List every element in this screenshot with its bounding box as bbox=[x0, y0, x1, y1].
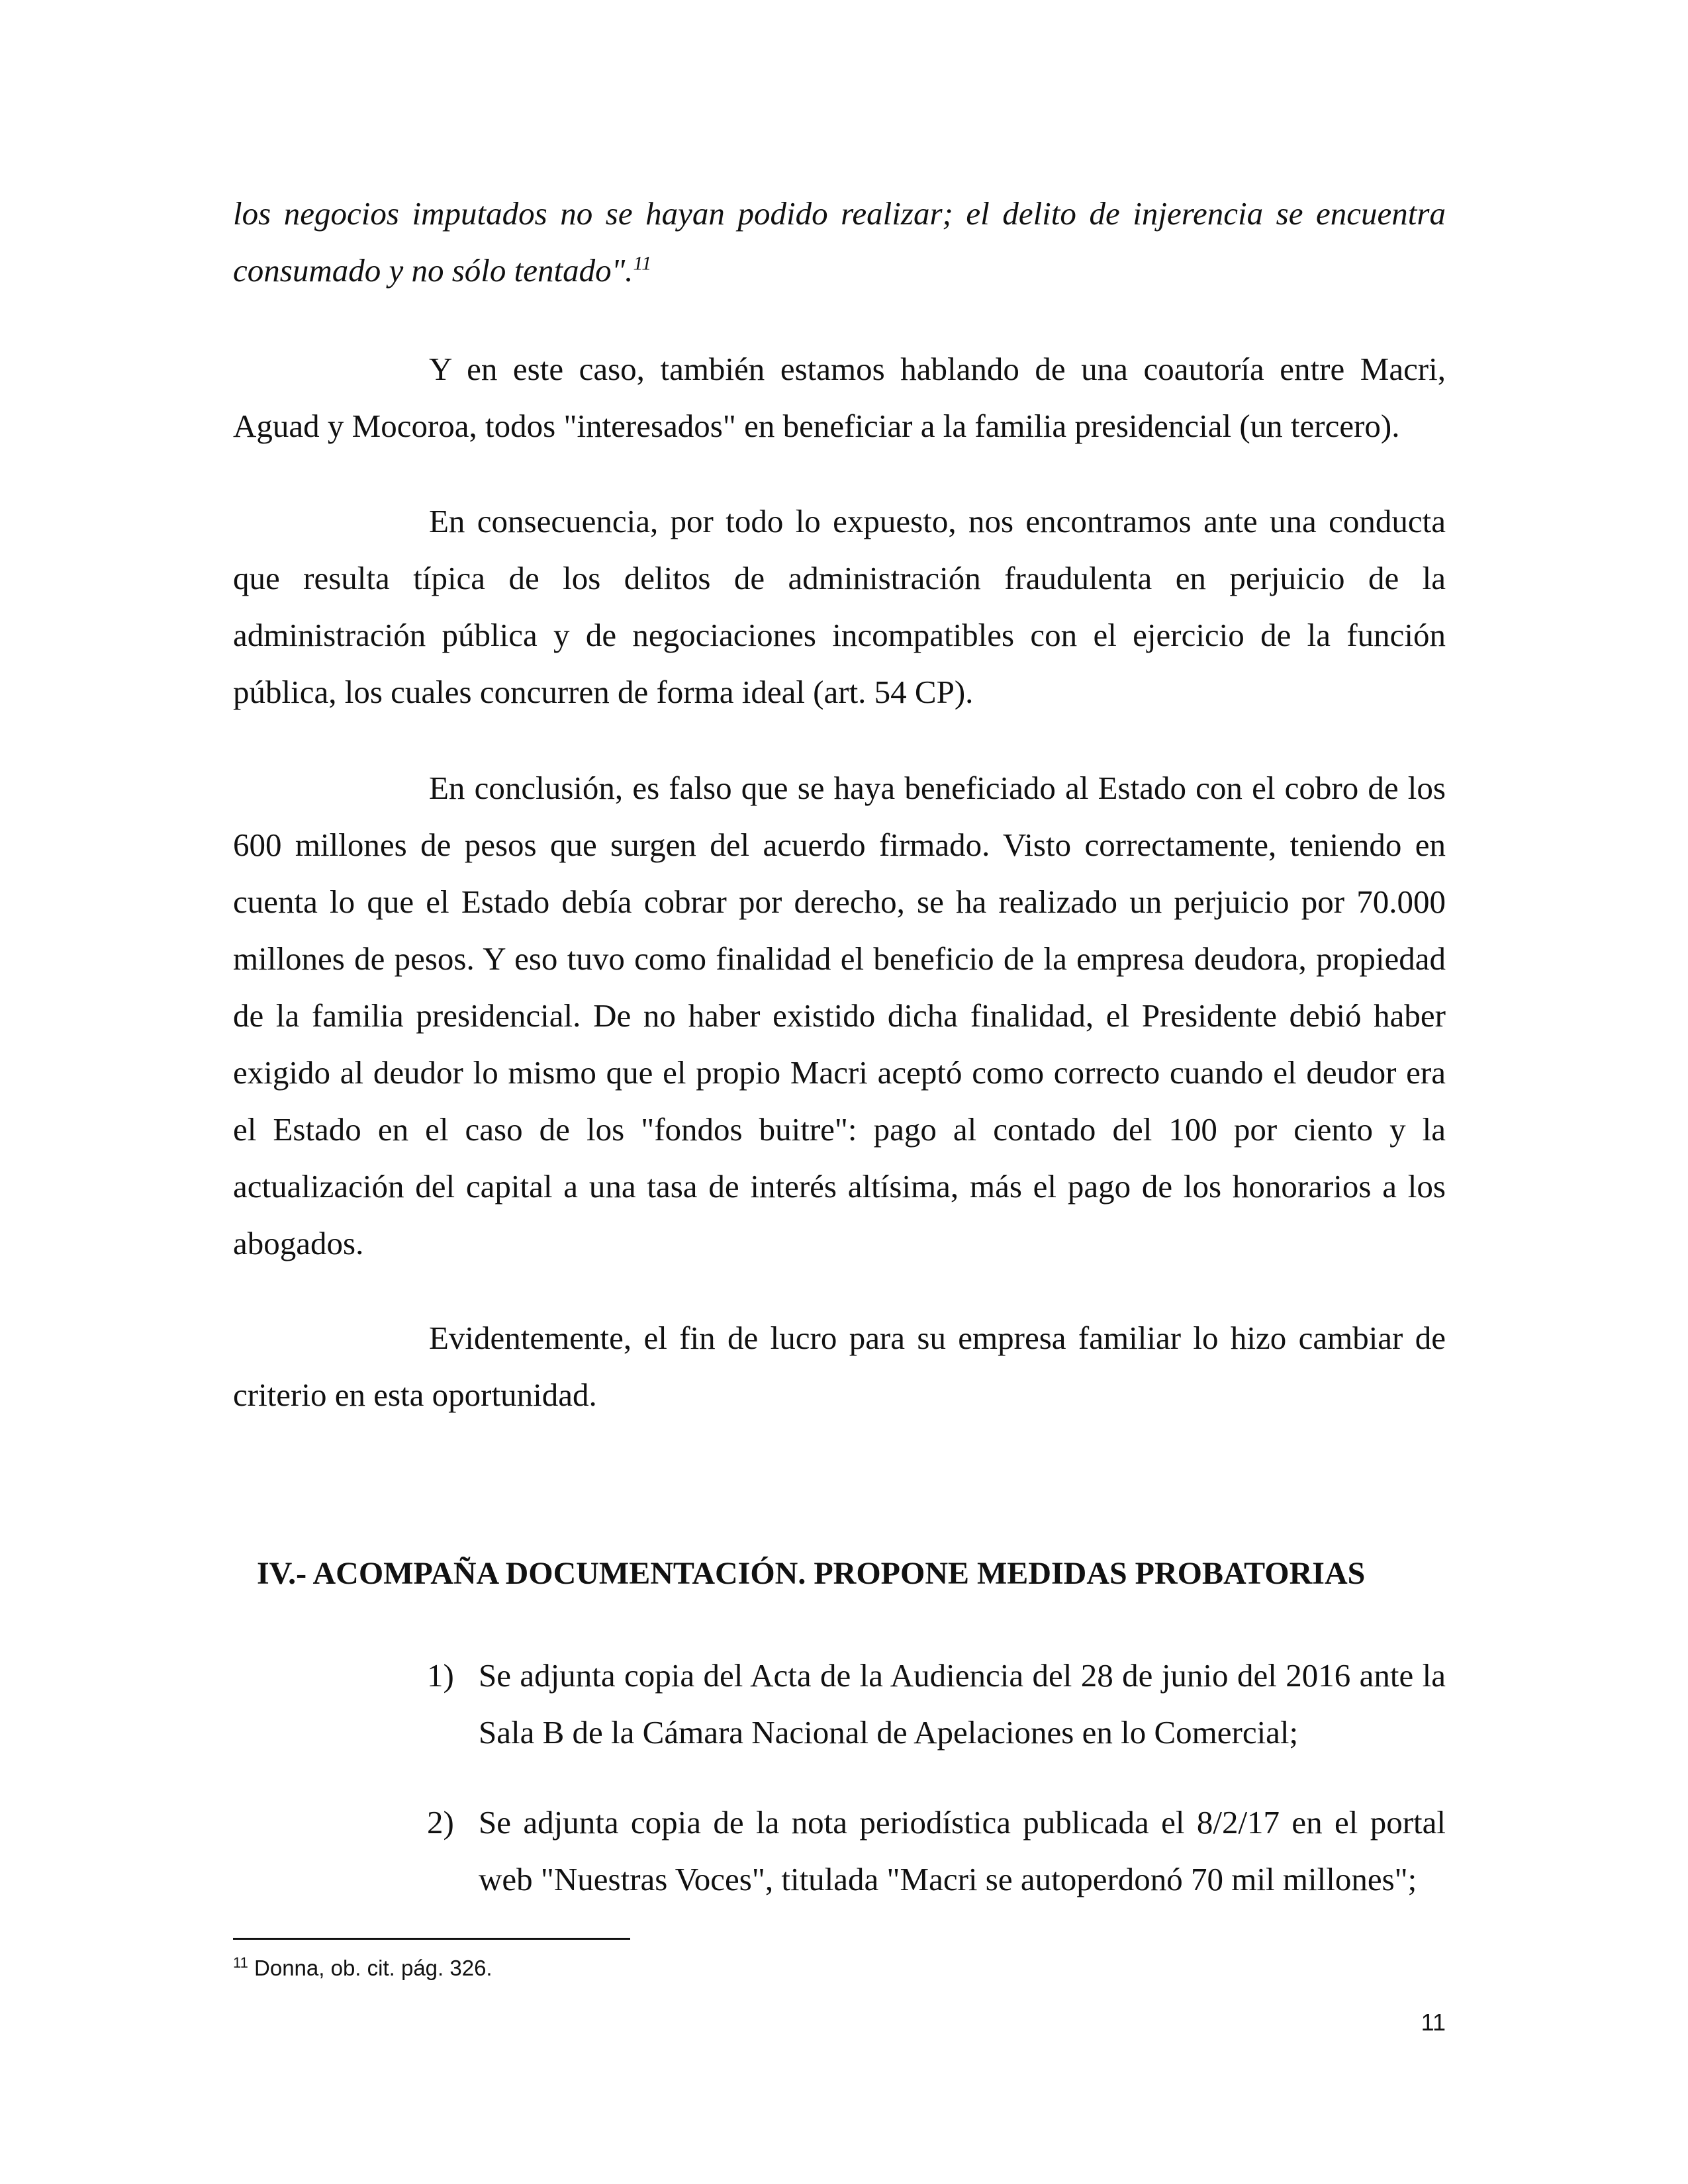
footnote-text: Donna, ob. cit. pág. 326. bbox=[254, 1956, 492, 1980]
page-number: 11 bbox=[1421, 2009, 1446, 2036]
list-item-text: Se adjunta copia de la nota periodística publicada el 8/2/17 en el portal web "Nuestras Voces", titulada "Macri se autoperdonó 70 mil millones"; bbox=[479, 1804, 1446, 1897]
list-item-text: Se adjunta copia del Acta de la Audiencia del 28 de junio del 2016 ante la Sala B de la Cámara Nacional de Apelaciones en lo Comercial; bbox=[479, 1657, 1446, 1751]
footnote-separator bbox=[233, 1938, 630, 1940]
paragraph-conclusion: En conclusión, es falso que se haya beneficiado al Estado con el cobro de los 600 millones de pesos que surgen del acuerdo firmado. Visto correctamente, teniendo en cuenta lo que el Estado debía cobrar por derecho, se ha realizado un perjuicio por 70.000 millones de pesos. Y eso tuvo como finalidad el beneficio de la empresa deudora, propiedad de la familia presidencial. De no haber existido dicha finalidad, el Presidente debió haber exigido al deudor lo mismo que el propio Macri aceptó como correcto cuando el deudor era el Estado en el caso de los "fondos buitre": pago al contado del 100 por ciento y la actualización del capital a una tasa de interés altísima, más el pago de los honorarios a los abogados. bbox=[233, 770, 1446, 1261]
quote-paragraph bbox=[233, 185, 1446, 299]
list-item bbox=[427, 1794, 1446, 1908]
list-item-number: 2) bbox=[427, 1804, 454, 1841]
paragraph-consecuencia: En consecuencia, por todo lo expuesto, nos encontramos ante una conducta que resulta típica de los delitos de administración fraudulenta en perjuicio de la administración pública y de negociaciones incompatibles con el ejercicio de la función pública, los cuales concurren de forma ideal (art. 54 CP). bbox=[233, 503, 1446, 710]
list-item bbox=[427, 1647, 1446, 1761]
section-heading: IV.- ACOMPAÑA DOCUMENTACIÓN. PROPONE MEDIDAS PROBATORIAS bbox=[257, 1556, 1366, 1591]
footnote-reference: 11 bbox=[633, 252, 652, 275]
paragraph-coautoria: Y en este caso, también estamos hablando de una coautoría entre Macri, Aguad y Mocoroa, todos "interesados" en beneficiar a la familia presidencial (un tercero). bbox=[233, 351, 1446, 444]
footnote-number: 11 bbox=[233, 1954, 248, 1971]
footnote bbox=[233, 1954, 492, 1983]
list-item-number: 1) bbox=[427, 1657, 454, 1694]
paragraph-evidentemente: Evidentemente, el fin de lucro para su empresa familiar lo hizo cambiar de criterio en esta oportunidad. bbox=[233, 1320, 1446, 1413]
quote-text: los negocios imputados no se hayan podido realizar; el delito de injerencia se encuentra consumado y no sólo tentado". bbox=[233, 195, 1446, 289]
